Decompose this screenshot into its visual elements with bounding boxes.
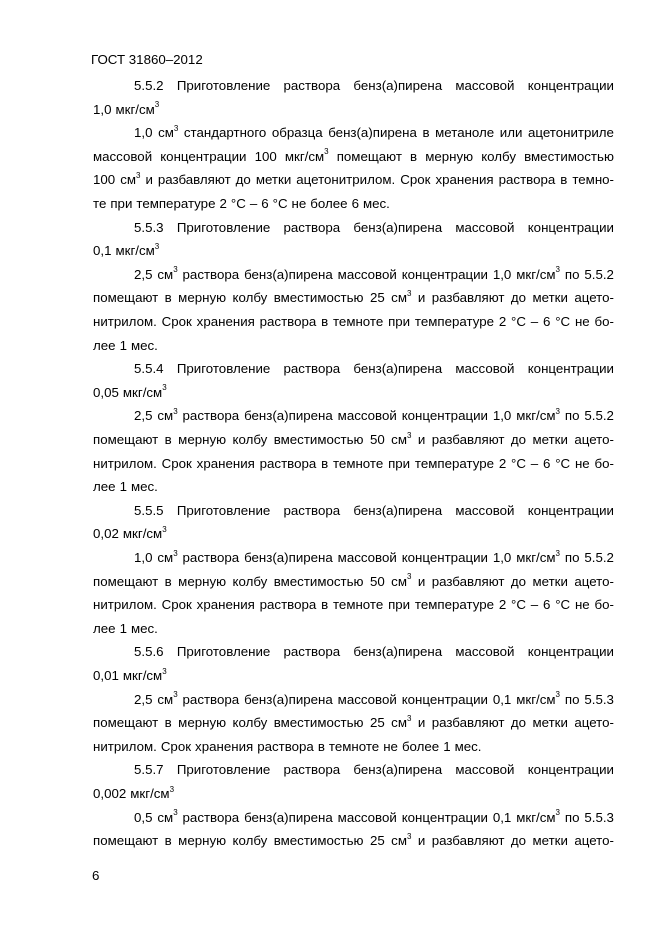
text-word: в [164, 432, 172, 447]
text-line [93, 196, 614, 212]
text-word: Срок [161, 314, 192, 329]
text-line [93, 597, 614, 613]
text-word: раствора [182, 691, 240, 707]
text-line [93, 290, 614, 306]
text-word: 1,0 [93, 101, 112, 117]
text-line [134, 762, 614, 778]
text-word: по [564, 550, 580, 565]
text-word: Приготовление [176, 78, 271, 93]
text-word: помещают [336, 148, 402, 164]
text-word: мкг/$см^3$ [516, 548, 560, 565]
text-line [134, 550, 614, 566]
text-word: массовой [337, 266, 397, 282]
text-word: раствора [283, 502, 341, 518]
text-word: 0,01 [93, 668, 119, 683]
text-word: бенз(а)пирена [244, 408, 333, 424]
text-word: 0,5 [134, 809, 153, 825]
text-word: концентрации [401, 550, 488, 565]
text-word: 1,0 [492, 408, 512, 424]
text-word: – [530, 314, 539, 329]
text-word: помещают [93, 573, 159, 589]
text-word: 100 [254, 148, 277, 164]
text-word: Приготовление [176, 361, 271, 377]
text-word: °С [555, 314, 571, 329]
text-word: концентрации [160, 148, 247, 164]
text-line [93, 102, 614, 118]
text-word: $см^3$ [391, 713, 412, 731]
text-word: мерную [178, 290, 227, 306]
text-word: 1,0 [492, 266, 512, 282]
text-word: бенз(а)пирена [353, 762, 443, 778]
text-word: мкг/$см^3$ [122, 383, 167, 400]
text-word: $см^3$ [391, 430, 412, 447]
text-word: концентрации [527, 361, 614, 377]
text-word: колбу [232, 290, 268, 306]
text-line [134, 125, 614, 141]
text-line [134, 644, 614, 660]
text-line [93, 739, 614, 755]
text-word: мес. [130, 337, 158, 353]
text-word: в [164, 833, 172, 849]
text-word: не [291, 196, 307, 211]
text-word: °С [511, 597, 526, 613]
text-word: до [235, 172, 251, 188]
text-word: разбавляют [431, 715, 505, 731]
text-word: колбу [232, 432, 268, 447]
text-line [93, 715, 614, 731]
text-word: в [410, 148, 418, 164]
text-word: нитрилом. [93, 597, 157, 613]
text-word: мерную [178, 833, 227, 849]
text-word: $см^3$ [391, 572, 412, 589]
text-word: 2 [498, 455, 507, 471]
text-word: при [388, 597, 411, 613]
text-word: ацето- [574, 833, 614, 849]
text-word: концентрации [527, 762, 614, 778]
text-word: вместимостью [273, 833, 364, 849]
text-word: 1 [119, 337, 127, 353]
text-word: 2 [498, 597, 507, 613]
text-word: хранения [435, 172, 494, 188]
text-word: помещают [93, 715, 159, 731]
text-word: бенз(а)пирена [353, 502, 443, 518]
text-line [134, 220, 614, 236]
text-word: 5.5.2 [584, 266, 614, 282]
text-word: в [321, 455, 329, 471]
text-word: 2 [498, 314, 507, 329]
text-word: Приготовление [176, 762, 271, 778]
text-word: 6 [543, 314, 551, 329]
text-word: помещают [93, 290, 159, 306]
text-word: в [317, 738, 325, 754]
text-word: метки [532, 715, 568, 731]
text-line [93, 172, 614, 188]
text-word: 5.5.2 [584, 408, 614, 424]
text-word: температуре [414, 597, 495, 613]
text-word: разбавляют [431, 573, 505, 589]
text-line [93, 479, 614, 495]
text-word: 100 [93, 172, 116, 188]
text-word: раствора [283, 219, 341, 235]
text-word: Срок [161, 597, 192, 613]
text-word: до [510, 833, 527, 849]
text-word: температуре [414, 455, 495, 471]
text-word: хранения [196, 314, 255, 329]
text-word: мкг/$см^3$ [516, 690, 560, 707]
text-word: Приготовление [176, 644, 271, 660]
text-word: хранения [195, 738, 254, 754]
text-word: стандартного [183, 125, 267, 141]
text-word: бенз(а)пирена [353, 219, 443, 235]
text-word: бенз(а)пирена [353, 361, 443, 377]
text-word: вместимостью [273, 290, 364, 306]
text-word: массовой [455, 361, 515, 377]
text-word: температуре [414, 314, 495, 329]
text-word: бо- [594, 455, 614, 471]
text-word: мкг/$см^3$ [122, 666, 167, 683]
text-word: мес. [454, 738, 482, 754]
text-word: мкг/$см^3$ [516, 808, 560, 825]
text-word: 5.5.2 [134, 78, 164, 93]
text-word: ацето- [574, 432, 614, 447]
text-word: ацетонитриле [527, 125, 614, 141]
text-word: 25 [369, 715, 385, 731]
text-word: метки [532, 573, 568, 589]
text-line [93, 149, 614, 165]
text-word: мерную [178, 573, 227, 589]
text-word: концентрации [527, 502, 614, 518]
text-word: по [564, 809, 580, 825]
text-line [93, 786, 614, 802]
text-word: раствора [182, 809, 240, 825]
text-word: бенз(а)пирена [244, 266, 333, 282]
text-word: 6 [261, 196, 269, 211]
text-word: раствора [283, 361, 341, 377]
text-word: концентрации [401, 408, 488, 424]
text-word: лее [93, 479, 116, 495]
text-word: 25 [369, 833, 385, 849]
text-word: бо- [594, 314, 614, 329]
text-word: $см^3$ [120, 170, 141, 188]
text-word: концентрации [401, 809, 488, 825]
text-word: температуре [136, 196, 216, 211]
text-word: Срок [161, 455, 192, 471]
text-word: более [401, 738, 440, 754]
text-word: до [510, 715, 527, 731]
text-word: 6 [543, 597, 551, 613]
text-word: 2 [219, 196, 227, 211]
text-line [134, 408, 614, 424]
text-word: 0,1 [93, 243, 112, 259]
text-word: массовой [337, 809, 397, 825]
text-word: более [310, 196, 348, 211]
text-word: помещают [93, 432, 159, 447]
text-word: и [417, 290, 426, 306]
text-word: 2,5 [134, 408, 153, 424]
text-line [93, 526, 614, 542]
text-word: или [499, 125, 523, 141]
text-word: не [574, 597, 590, 613]
text-line [93, 621, 614, 637]
text-word: ацето- [574, 715, 614, 731]
text-word: раствора [259, 314, 317, 329]
text-word: метки [255, 172, 292, 188]
text-word: раствора [182, 550, 240, 565]
text-word: темноте [332, 455, 384, 471]
text-word: массовой [455, 502, 515, 518]
text-word: колбу [232, 833, 268, 849]
text-word: массовой [337, 691, 397, 707]
text-word: $см^3$ [391, 831, 412, 849]
text-word: и [417, 573, 426, 589]
text-word: 0,1 [492, 691, 512, 707]
text-word: мкг/$см^3$ [516, 265, 560, 282]
text-word: бенз(а)пирена [244, 691, 333, 707]
text-word: бо- [594, 597, 614, 613]
text-word: ацето- [574, 573, 614, 589]
text-word: и [417, 715, 426, 731]
text-word: 5.5.3 [584, 691, 614, 707]
text-word: Приготовление [176, 219, 271, 235]
text-word: при [388, 455, 411, 471]
text-word: колбу [481, 148, 517, 164]
text-word: °С [272, 196, 288, 211]
text-word: Приготовление [176, 502, 271, 518]
text-word: раствора [283, 762, 341, 778]
text-word: концентрации [527, 219, 614, 235]
text-word: темноте [328, 738, 380, 754]
text-word: $см^3$ [158, 123, 179, 141]
text-word: 50 [369, 432, 385, 447]
text-word: °С [555, 597, 571, 613]
text-word: темноте [332, 597, 384, 613]
text-word: нитрилом. [93, 738, 157, 754]
text-word: 1,0 [492, 550, 512, 565]
text-word: раствора [257, 738, 314, 754]
text-word: разбавляют [431, 290, 505, 306]
text-word: $см^3$ [157, 406, 178, 424]
text-word: по [564, 408, 580, 424]
text-word: концентрации [527, 78, 614, 93]
text-word: массовой [455, 78, 515, 93]
text-word: и [417, 432, 426, 447]
text-word: в [164, 290, 172, 306]
text-word: 25 [369, 290, 385, 306]
text-word: в [321, 597, 329, 613]
text-word: 5.5.4 [134, 361, 164, 377]
text-word: 5.5.3 [134, 219, 164, 235]
text-word: 1,0 [134, 550, 153, 565]
text-word: нитрилом. [93, 314, 157, 329]
text-word: по [564, 266, 580, 282]
text-word: 5.5.2 [584, 550, 614, 565]
text-word: не [574, 314, 590, 329]
text-word: 0,1 [492, 809, 512, 825]
text-word: мерную [178, 715, 227, 731]
text-word: в [164, 715, 172, 731]
text-line [93, 385, 614, 401]
text-word: мерную [425, 148, 474, 164]
text-word: вместимостью [273, 573, 364, 589]
text-word: лее [93, 337, 116, 353]
text-word: мес. [362, 196, 390, 211]
text-word: раствора [182, 266, 240, 282]
text-word: $см^3$ [157, 548, 178, 565]
text-word: 6 [543, 455, 551, 471]
text-word: °С [511, 455, 526, 471]
text-word: до [510, 290, 527, 306]
text-word: 5.5.5 [134, 502, 164, 518]
text-word: массовой [455, 644, 515, 660]
text-word: метаноле [435, 125, 495, 141]
text-word: разбавляют [431, 833, 505, 849]
text-line [134, 503, 614, 519]
text-word: 0,05 [93, 384, 119, 400]
text-word: 1,0 [134, 125, 153, 141]
text-word: концентрации [401, 266, 488, 282]
text-word: хранения [196, 597, 255, 613]
text-word: лее [93, 620, 116, 636]
text-word: раствора [259, 455, 317, 471]
text-word: не [574, 455, 590, 471]
text-word: в [422, 125, 430, 141]
text-word: массовой [337, 408, 397, 424]
text-word: $см^3$ [157, 690, 178, 707]
text-word: хранения [196, 455, 255, 471]
text-word: концентрации [527, 644, 614, 660]
text-word: мес. [130, 620, 158, 636]
text-line [134, 692, 614, 708]
text-word: 1 [443, 738, 451, 754]
text-word: метки [532, 432, 568, 447]
text-word: не [383, 738, 398, 754]
text-word: темноте [332, 314, 384, 329]
text-word: – [530, 597, 539, 613]
text-word: мерную [178, 432, 227, 447]
text-word: до [510, 573, 527, 589]
text-line [93, 432, 614, 448]
text-word: раствора [283, 78, 341, 93]
text-line [93, 574, 614, 590]
text-word: раствора [283, 644, 341, 660]
text-word: мкг/$см^3$ [130, 784, 175, 801]
text-word: и [145, 172, 153, 188]
text-word: массовой [455, 219, 515, 235]
text-word: 1 [119, 479, 127, 495]
text-word: раствора [498, 172, 556, 188]
text-word: °С [555, 455, 571, 471]
text-word: $см^3$ [157, 808, 178, 825]
text-word: колбу [232, 573, 268, 589]
document-header: ГОСТ 31860–2012 [91, 52, 203, 67]
text-word: 5.5.7 [134, 762, 164, 778]
text-line [93, 833, 614, 849]
text-line [134, 267, 614, 283]
text-word: помещают [93, 833, 159, 849]
text-word: и [417, 833, 426, 849]
text-word: разбавляют [431, 432, 505, 447]
text-word: массовой [455, 762, 515, 778]
text-line [93, 456, 614, 472]
text-word: темно- [572, 172, 614, 188]
text-word: мкг/$см^3$ [115, 100, 160, 117]
text-word: мкг/$см^3$ [516, 406, 560, 424]
text-word: те [93, 196, 107, 211]
text-word: по [564, 691, 580, 707]
text-word: ацетонитрилом. [296, 172, 396, 188]
text-line [93, 243, 614, 259]
text-word: 0,02 [93, 526, 119, 542]
text-word: °С [230, 196, 246, 211]
text-word: ацето- [574, 290, 614, 306]
text-word: $см^3$ [157, 265, 178, 282]
text-word: массовой [93, 148, 153, 164]
text-word: Срок [160, 738, 192, 754]
text-word: раствора [259, 597, 317, 613]
text-line [93, 668, 614, 684]
text-word: $см^3$ [391, 288, 412, 306]
text-word: °С [511, 314, 526, 329]
text-word: 50 [369, 573, 385, 589]
text-word: 2,5 [134, 266, 153, 282]
text-word: 5.5.6 [134, 644, 164, 660]
text-word: мес. [130, 479, 158, 495]
text-line [93, 338, 614, 354]
text-word: бенз(а)пирена [244, 550, 333, 565]
text-word: 0,002 [93, 786, 127, 801]
text-word: при [388, 314, 411, 329]
text-word: концентрации [401, 691, 488, 707]
text-word: – [249, 196, 258, 211]
text-word: 5.5.3 [584, 809, 614, 825]
text-word: до [510, 432, 527, 447]
text-word: бенз(а)пирена [244, 809, 333, 825]
text-word: при [110, 196, 133, 211]
text-word: – [530, 455, 539, 471]
text-word: нитрилом. [93, 455, 157, 471]
text-word: метки [532, 833, 568, 849]
text-word: 1 [119, 620, 127, 636]
page-number: 6 [92, 868, 100, 883]
text-line [134, 810, 614, 826]
text-word: бенз(а)пирена [353, 644, 443, 660]
text-word: мкг/$см^3$ [115, 241, 160, 259]
text-word: разбавляют [157, 172, 231, 188]
text-line [134, 78, 614, 94]
text-word: 2,5 [134, 691, 153, 707]
text-word: метки [532, 290, 568, 306]
text-word: вместимостью [273, 715, 364, 731]
text-word: массовой [337, 550, 397, 565]
text-word: колбу [232, 715, 268, 731]
text-word: вместимостью [524, 148, 614, 164]
text-line [93, 314, 614, 330]
text-word: Срок [400, 172, 431, 188]
text-line [134, 361, 614, 377]
text-word: образца [271, 125, 323, 141]
text-word: бенз(а)пирена [328, 125, 417, 141]
text-word: в [164, 573, 172, 589]
text-word: бенз(а)пирена [353, 78, 443, 93]
text-word: 6 [351, 196, 359, 211]
text-word: мкг/$см^3$ [122, 524, 167, 542]
text-word: мкг/$см^3$ [284, 147, 329, 164]
text-word: раствора [182, 408, 240, 424]
text-word: в [560, 172, 568, 188]
text-word: в [321, 314, 329, 329]
text-word: вместимостью [273, 432, 364, 447]
